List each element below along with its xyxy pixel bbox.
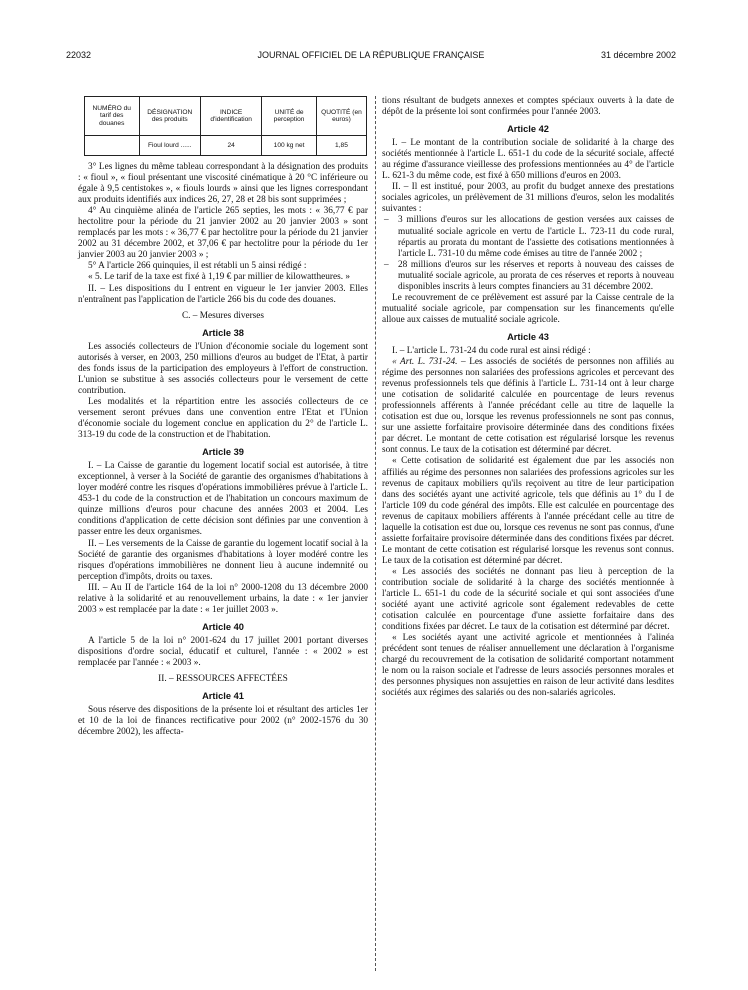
paragraph: 4° Au cinquième alinéa de l'article 265 septies, les mots : « 36,77 € par hectolitre pour la période du 21 janvier 2002 au 20 janvier 2003 » sont remplacés par les mots : « 36,77 € par hectolitre pour la période du 21 janvier 2002 au 31 décembre 2002, et 37,06 € par hectolitre pour la période du 1er janvier 2003 au 20 janvier 2003 » ; [78,206,368,261]
section-heading: II. – RESSOURCES AFFECTÉES [158,674,288,685]
column-divider [375,96,376,971]
section-heading: C. – Mesures diverses [181,310,265,321]
article-title: Article 42 [507,124,549,135]
paragraph: Les associés collecteurs de l'Union d'économie sociale du logement sont autorisés à verser, en 2003, 250 millions d'euros au budget de l'Etat, à partir des fonds issus de la participation des employeurs à l'effort de construction. L'union se substitue à ses associés collecteurs pour le versement de cette contribution. [78,341,368,396]
table-cell: 100 kg net [262,136,317,156]
journal-title: JOURNAL OFFICIEL DE LA RÉPUBLIQUE FRANÇAISE [257,50,485,60]
paragraph: 5° A l'article 266 quinquies, il est rétabli un 5 ainsi rédigé : [88,261,307,272]
table-cell [85,136,140,156]
page-number: 22032 [66,50,92,60]
paragraph: « Les sociétés ayant une activité agricole et mentionnées à l'alinéa précédent sont tenues de réaliser annuellement une déclaration à l'organisme chargé du recouvrement de la cotisation de solidarité comportant notamment le nom ou la raison sociale et l'adresse de leurs associés personnes morales et des personnes physiques non assujetties en raison de leur activité dans lesdites sociétés aux régimes des salariés ou des non-salariés agricoles. [382,633,674,699]
tariff-table [84,96,367,156]
article-title: Article 41 [202,691,244,702]
paragraph: 3° Les lignes du même tableau correspondant à la désignation des produits : « fioul », « fioul présentant une viscosité cinématique à 20 °C inférieure ou égale à 9,5 centistokes », « fiouls lourds » ainsi que les lignes correspondant aux produits identifiés aux indices 26, 27, 28 et 28 bis sont supprimées ; [78,162,368,206]
dash-bullet-icon: – [384,215,389,226]
right-column [382,96,674,699]
paragraph [382,357,674,456]
article-title: Article 40 [202,621,244,632]
paragraph: II. – Les dispositions du I entrent en vigueur le 1er janvier 2003. Elles n'entraînent pas l'application de l'article 266 bis du code des douanes. [78,283,368,305]
table-cell: 1,85 [316,136,366,156]
table-header-cell: DÉSIGNATION des produits [139,97,201,136]
paragraph: II. – Il est institué, pour 2003, au profit du budget annexe des prestations sociales agricoles, un prélèvement de 31 millions d'euros, selon les modalités suivantes : [382,182,674,215]
paragraph: I. – L'article L. 731-24 du code rural est ainsi rédigé : [392,345,591,356]
left-column [78,96,368,738]
paragraph: tions résultant de budgets annexes et comptes spéciaux ouverts à la date de dépôt de la présente loi sont confirmées pour l'année 2003. [382,96,674,118]
issue-date: 31 décembre 2002 [600,50,676,60]
article-reference: « Art. L. 731-24. [392,357,458,368]
article-title: Article 39 [202,447,244,458]
paragraph: A l'article 5 de la loi n° 2001-624 du 17 juillet 2001 portant diverses dispositions d'ordre social, éducatif et culturel, l'année : « 2002 » est remplacée par l'année : « 2003 ». [78,635,368,668]
list-item-text: 28 millions d'euros sur les réserves et reports à nouveau des caisses de mutualité sociale agricole, au prorata de ces réserves et reports à nouveau disponibles inscrits à leurs comptes financiers au 31 décembre 2002. [398,259,674,292]
paragraph: Les modalités et la répartition entre les associés collecteurs de ce versement seront prévues dans une convention entre l'Etat et l'Union d'économie sociale du logement conclue en application du 2° de l'article L. 313-19 du code de la construction et de l'habitation. [78,396,368,441]
table-header-cell: NUMÉRO du tarif des douanes [85,97,140,136]
list-item-text: 3 millions d'euros sur les allocations de gestion versées aux caisses de mutualité sociale agricole en vertu de l'article L. 723-11 du code rural, répartis au prorata du montant de l'assiette des cotisations mentionnées à l'article L. 731-10 du même code émises au titre de l'année 2002 ; [398,215,674,259]
list-item [384,215,674,259]
list [382,215,674,292]
paragraph: « Cette cotisation de solidarité est également due par les associés non affiliés au régime des personnes non salariées des professions agricoles sur les revenus de capitaux mobiliers qu'ils reçoivent au titre de leur participation dans des sociétés ayant une activité agricole, tels que définis au 1° du I de l'article 109 du code général des impôts. Elle est calculée en pourcentage des revenus de capitaux mobiliers afférents à l'année précédant celle au titre de laquelle la cotisation est due ou, lorsque ces revenus ne sont pas connus, d'une assiette forfaitaire provisoire déterminée dans des conditions fixées par décret. Le montant de cette cotisation est régularisé lorsque les revenus sont connus. Le taux de la cotisation est déterminé par décret. [382,456,674,566]
paragraph: I. – La Caisse de garantie du logement locatif social est autorisée, à titre exceptionnel, à verser à la Société de garantie des organismes d'habitations à loyer modéré contre les risques d'opérations immobilières prévue à l'article L. 453-1 du code de la construction et de l'habitation un concours maximum de quinze millions d'euros pour chacune des années 2003 et 2004. Les conditions d'application de cette décision sont définies par une convention à passer entre les deux organismes. [78,461,368,538]
article-title: Article 38 [202,327,244,338]
paragraph: I. – Le montant de la contribution sociale de solidarité à la charge des sociétés mentionnée à l'article L. 651-1 du code de la sécurité sociale, affecté au régime d'assurance vieillesse des professions mentionnées au 4° de l'article L. 621-3 du même code, est fixé à 650 millions d'euros en 2003. [382,138,674,182]
paragraph: Le recouvrement de ce prélèvement est assuré par la Caisse centrale de la mutualité sociale agricole, par compensation sur les financements qu'elle alloue aux caisses de mutualité sociale agricole. [382,292,674,325]
table-cell: 24 [201,136,262,156]
paragraph-text: – Les associés de sociétés de personnes non affiliés au régime des personnes non salariées des professions agricoles et percevant des revenus professionnels tels que définis à l'article L. 731-14 ont à leur charge une cotisation de solidarité calculée en pourcentage de leurs revenus professionnels afférents à l'année précédant celle au titre de laquelle la cotisation est due ou, lorsque les revenus professionnels ne sont pas connus, sur une assiette forfaitaire provisoire déterminée dans des conditions fixées par décret. Le montant de cette cotisation est régularisé lorsque les revenus sont connus. Le taux de la cotisation est déterminé par décret. [382,357,674,456]
list-item [384,260,674,293]
table-header-row [85,97,367,136]
table-header-cell: QUOTITÉ (en euros) [316,97,366,136]
dash-bullet-icon: – [384,259,389,270]
paragraph: « 5. Le tarif de la taxe est fixé à 1,19 € par millier de kilowattheures. » [88,272,351,283]
table-row [85,136,367,156]
table-header-cell: INDICE d'identification [201,97,262,136]
page-header [66,50,676,66]
article-title: Article 43 [507,331,549,342]
paragraph: II. – Les versements de la Caisse de garantie du logement locatif social à la Société de garantie des organismes d'habitations à loyer modéré contre les risques d'opérations immobilières ne donnent lieu à aucune indemnité ou perception d'impôts, droits ou taxes. [78,538,368,582]
paragraph: III. – Au II de l'article 164 de la loi n° 2000-1208 du 13 décembre 2000 relative à la solidarité et au renouvellement urbains, la date : « 1er janvier 2003 » est remplacée par la date : « 1er juillet 2003 ». [78,582,368,615]
paragraph: Sous réserve des dispositions de la présente loi et résultant des articles 1er et 10 de la loi de finances rectificative pour 2002 (n° 2002-1576 du 30 décembre 2002), les affecta- [78,705,368,738]
table-header-cell: UNITÉ de perception [262,97,317,136]
paragraph: « Les associés des sociétés ne donnant pas lieu à perception de la contribution sociale de solidarité à la charge des sociétés mentionnée à l'article L. 651-1 du code de la sécurité sociale et qui sont associées d'une société ayant une activité agricole sont également redevables de cette cotisation calculée en pourcentage d'une assiette forfaitaire dans des conditions fixées par décret. Le taux de la cotisation est déterminé par décret. [382,566,674,633]
table-cell: Fioul lourd ...... [139,136,201,156]
